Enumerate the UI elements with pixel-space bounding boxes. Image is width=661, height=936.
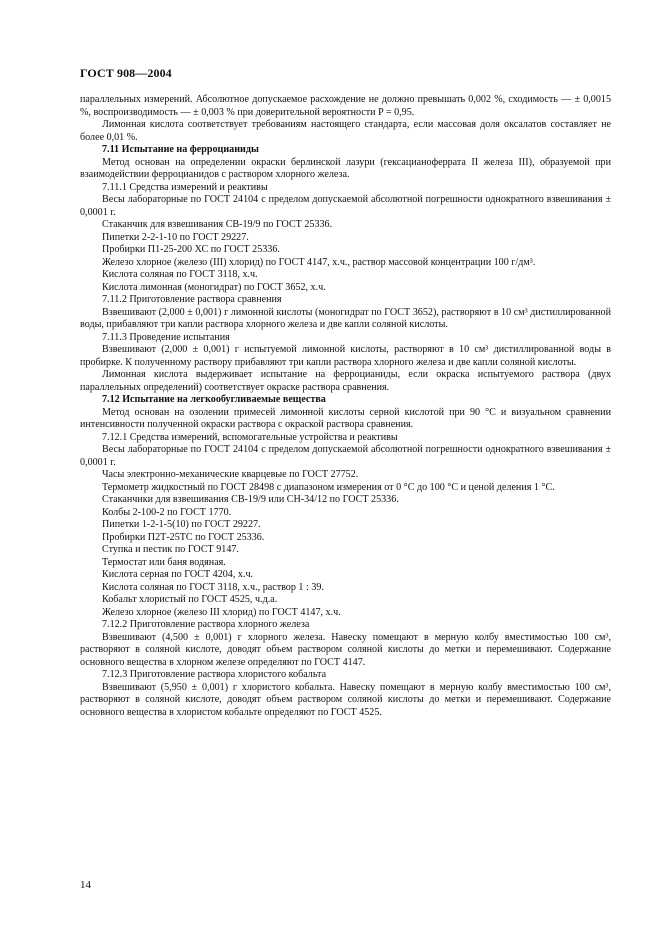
paragraph: Кислота серная по ГОСТ 4204, х.ч.	[102, 569, 254, 580]
paragraph: Взвешивают (4,500 ± 0,001) г хлорного железа. Навеску помещают в мерную колбу вместимостью 100 см³, растворяют в соляной кислоте, доводят объем раствором соляной кислоты до метки и перемешивают. Содержание основного вещества в хлорном железе определяют по ГОСТ 4147.	[80, 631, 611, 668]
document-body	[80, 94, 611, 719]
paragraph: Термометр жидкостный по ГОСТ 28498 с диапазоном измерения от 0 °С до 100 °С и ценой деления 1 °С.	[102, 481, 555, 493]
paragraph: Кобальт хлористый по ГОСТ 4525, ч.д.а.	[102, 594, 278, 605]
page-number: 14	[80, 879, 91, 891]
paragraph: Взвешивают (2,000 ± 0,001) г испытуемой лимонной кислоты, растворяют в 10 см³ дистиллированной воды в пробирке. К полученному раствору прибавляют три капли раствора хлорного железа и две капли соляной кислоты.	[80, 344, 611, 368]
paragraph: Ступка и пестик по ГОСТ 9147.	[102, 544, 239, 555]
paragraph: Железо хлорное (железо (III) хлорид) по ГОСТ 4147, х.ч., раствор массовой концентрации 100 г/дм³.	[102, 256, 536, 268]
paragraph: Лимонная кислота выдерживает испытание на ферроцианиды, если окраска испытуемого раствора (двух параллельных определений) соответствует окраске раствора сравнения.	[80, 369, 611, 393]
paragraph: Пробирки П2Т-25ТС по ГОСТ 25336.	[102, 531, 265, 543]
paragraph: Кислота соляная по ГОСТ 3118, х.ч.	[102, 269, 258, 280]
paragraph: Весы лабораторные по ГОСТ 24104 с пределом допускаемой абсолютной погрешности однократного взвешивания ± 0,0001 г.	[80, 194, 611, 218]
paragraph: Часы электронно-механические кварцевые по ГОСТ 27752.	[102, 469, 359, 480]
paragraph: Метод основан на определении окраски берлинской лазури (гексацианоферрата II железа III), образуемой при взаимодействии ферроцианидов с раствором хлорного железа.	[80, 156, 611, 180]
subsection-heading: 7.11.3 Проведение испытания	[102, 331, 230, 343]
subsection-heading: 7.12.2 Приготовление раствора хлорного железа	[102, 619, 310, 630]
paragraph: Кислота лимонная (моногидрат) по ГОСТ 3652, х.ч.	[102, 281, 326, 293]
paragraph: Метод основан на озолении примесей лимонной кислоты серной кислотой при 90 °С и визуальном сравнении интенсивности полученной окраски раствора с окраской раствора сравнения.	[80, 406, 611, 430]
paragraph: Пробирки П1-25-200 ХС по ГОСТ 25336.	[102, 244, 280, 255]
subsection-heading: 7.12.1 Средства измерений, вспомогательные устройства и реактивы	[102, 431, 398, 443]
paragraph: Железо хлорное (железо III хлорид) по ГОСТ 4147, х.ч.	[102, 606, 341, 618]
paragraph: Пипетки 1-2-1-5(10) по ГОСТ 29227.	[102, 519, 261, 530]
section-heading: 7.11 Испытание на ферроцианиды	[102, 144, 259, 155]
paragraph: Колбы 2-100-2 по ГОСТ 1770.	[102, 506, 232, 518]
paragraph: Кислота соляная по ГОСТ 3118, х.ч., раствор 1 : 39.	[102, 581, 324, 593]
subsection-heading: 7.12.3 Приготовление раствора хлористого кобальта	[102, 669, 327, 680]
paragraph: параллельных измерений. Абсолютное допускаемое расхождение не должно превышать 0,002 %, сходимость — ± 0,0015 %, воспроизводимость — ± 0,003 % при доверительной вероятности P = 0,95.	[80, 94, 611, 118]
section-heading: 7.12 Испытание на легкообугливаемые вещества	[102, 394, 326, 405]
paragraph: Весы лабораторные по ГОСТ 24104 с пределом допускаемой абсолютной погрешности однократного взвешивания ± 0,0001 г.	[80, 444, 611, 468]
subsection-heading: 7.11.2 Приготовление раствора сравнения	[102, 294, 282, 305]
document-header: ГОСТ 908—2004	[80, 66, 172, 80]
paragraph: Стаканчики для взвешивания СВ-19/9 или СН-34/12 по ГОСТ 25336.	[102, 494, 399, 505]
paragraph: Лимонная кислота соответствует требованиям настоящего стандарта, если массовая доля оксалатов составляет не более 0,01 %.	[80, 119, 611, 143]
paragraph: Термостат или баня водяная.	[102, 556, 226, 568]
paragraph: Стаканчик для взвешивания СВ-19/9 по ГОСТ 25336.	[102, 219, 333, 230]
subsection-heading: 7.11.1 Средства измерений и реактивы	[102, 181, 268, 193]
paragraph: Пипетки 2-2-1-10 по ГОСТ 29227.	[102, 231, 249, 243]
paragraph: Взвешивают (5,950 ± 0,001) г хлористого кобальта. Навеску помещают в мерную колбу вместимостью 100 см³, растворяют в соляной кислоте, доводят объем раствором соляной кислоты до метки и перемешивают. Содержание основного вещества в хлористом кобальте определяют по ГОСТ 4525.	[80, 681, 611, 718]
paragraph: Взвешивают (2,000 ± 0,001) г лимонной кислоты (моногидрат по ГОСТ 3652), растворяют в 10 см³ дистиллированной воды, прибавляют три капли раствора хлорного железа и две капли соляной кислоты.	[80, 306, 611, 330]
